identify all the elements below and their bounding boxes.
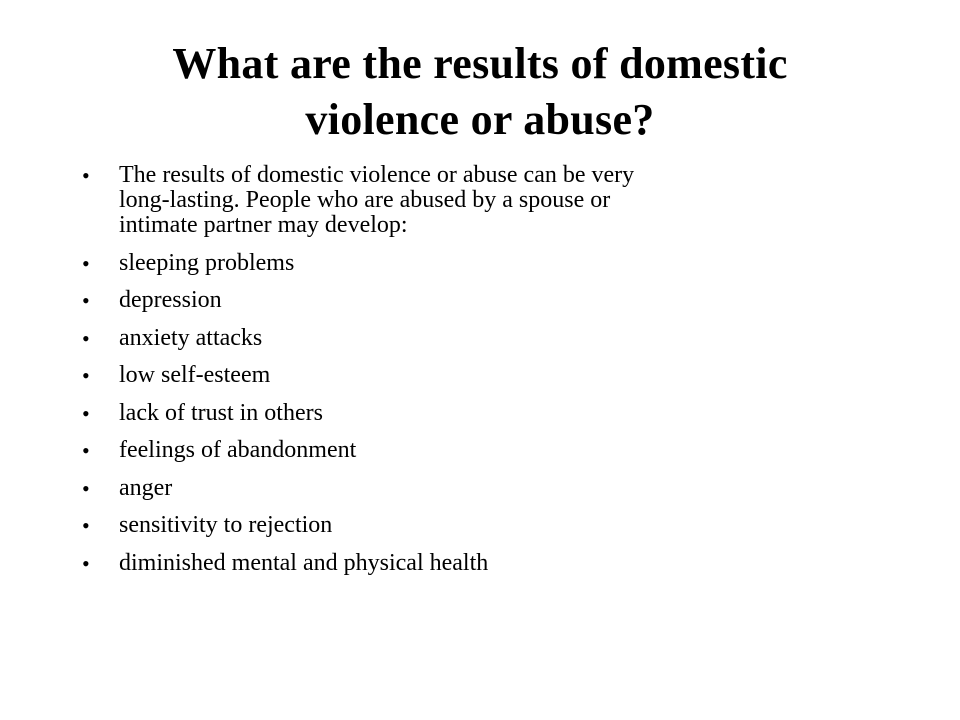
bullet-text: lack of trust in others bbox=[119, 399, 323, 426]
bullet-text: sensitivity to rejection bbox=[119, 512, 333, 538]
bullet-item bbox=[82, 513, 822, 538]
bullet-item bbox=[82, 476, 822, 501]
bullet-item bbox=[82, 288, 822, 313]
bullet-dot: • bbox=[82, 513, 90, 538]
intro-line-3: intimate partner may develop: bbox=[119, 212, 408, 238]
title-line-1: What are the results of domestic bbox=[172, 39, 788, 88]
bullet-dot: • bbox=[82, 250, 90, 276]
bullet-text: sleeping problems bbox=[119, 249, 295, 276]
bullet-dot: • bbox=[82, 475, 90, 501]
title-line-2: violence or abuse? bbox=[305, 95, 655, 144]
bullet-dot: • bbox=[82, 288, 90, 313]
bullet-text: anxiety attacks bbox=[119, 324, 263, 351]
bullet-dot: • bbox=[82, 363, 90, 388]
bullet-item bbox=[82, 438, 822, 463]
intro-bullet bbox=[82, 163, 822, 238]
bullet-dot: • bbox=[82, 400, 90, 426]
bullet-text: diminished mental and physical health bbox=[119, 549, 489, 576]
slide-title bbox=[60, 36, 900, 148]
bullet-dot: • bbox=[82, 550, 90, 576]
bullet-list bbox=[82, 163, 822, 588]
bullet-item bbox=[82, 363, 822, 388]
bullet-item bbox=[82, 401, 822, 426]
bullet-item bbox=[82, 251, 822, 276]
intro-line-2: long-lasting. People who are abused by a spouse or bbox=[119, 187, 611, 213]
bullet-text: anger bbox=[119, 474, 173, 501]
bullet-item bbox=[82, 551, 822, 576]
bullet-text: low self-esteem bbox=[119, 362, 271, 388]
bullet-text: feelings of abandonment bbox=[119, 437, 357, 463]
bullet-dot: • bbox=[82, 325, 90, 351]
bullet-dot: • bbox=[82, 163, 90, 188]
bullet-text: depression bbox=[119, 287, 222, 313]
bullet-dot: • bbox=[82, 438, 90, 463]
intro-line-1: The results of domestic violence or abuse can be very bbox=[119, 162, 635, 188]
bullet-item bbox=[82, 326, 822, 351]
